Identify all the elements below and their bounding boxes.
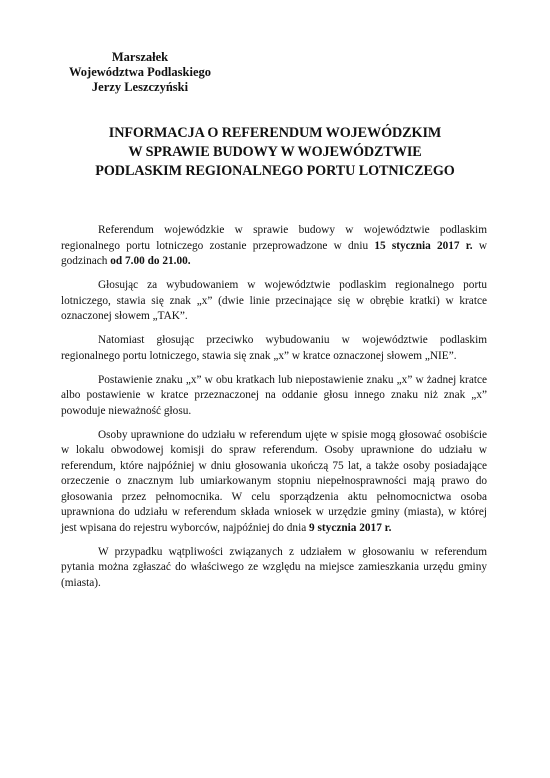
title-line-3: PODLASKIM REGIONALNEGO PORTU LOTNICZEGO <box>95 163 455 179</box>
proxy-deadline: 9 stycznia 2017 r. <box>309 521 392 534</box>
signature-title: Marszałek <box>111 50 169 64</box>
document-title <box>60 124 490 181</box>
voting-hours: od 7.00 do 21.00. <box>110 255 191 267</box>
signature-name: Jerzy Leszczyński <box>91 80 189 94</box>
paragraph-invalid-vote: Postawienie znaku „x” w obu kratkach lub niepostawienie znaku „x” w żadnej kratce albo postawienie w kratce przeznaczonej na oddanie głosu innego znaku niż znak „x” powoduje nieważność głosu. <box>61 373 487 417</box>
signature-block <box>60 50 220 95</box>
paragraph-text: Osoby uprawnione do udziału w referendum ujęte w spisie mogą głosować osobiście w lokalu obwodowej komisji do spraw referendum. Osoby uprawnione do udziału w referendum, które najpóźniej w dniu głosowania ukończą 75 lat, a także osoby posiadające orzeczenie o znacznym lub umiarkowanym stopniu niepełnosprawności mają prawo do głosowania przez pełnomocnika. W celu sporządzenia aktu pełnomocnictwa osoba uprawniona do udziału w referendum składa wniosek w urzędzie gminy (miasta), w której jest wpisana do rejestru wyborców, najpóźniej do dnia <box>61 428 487 534</box>
paragraph-text: Referendum wojewódzkie w sprawie budowy w województwie podlaskim regionalnego portu lotniczego zostanie przeprowadzone w dniu <box>61 224 487 252</box>
paragraph-vote-no: Natomiast głosując przeciwko wybudowaniu w województwie podlaskim regionalnego portu lotniczego, stawia się znak „x” w kratce oznaczonej słowem „NIE”. <box>61 334 487 362</box>
title-line-2: W SPRAWIE BUDOWY W WOJEWÓDZTWIE <box>128 144 422 160</box>
paragraph-vote-yes: Głosując za wybudowaniem w województwie podlaskim regionalnego portu lotniczego, stawia się znak „x” (dwie linie przecinające się w obrębie kratki) w kratce oznaczonej słowem „TAK”. <box>61 279 487 322</box>
paragraph-text: w godzinach <box>61 239 488 267</box>
paragraph-proxy-voting <box>61 428 487 537</box>
paragraph-questions: W przypadku wątpliwości związanych z udziałem w głosowaniu w referendum pytania można zgłaszać do właściwego ze względu na miejsce zamieszkania urzędu gminy (miasta). <box>61 545 487 589</box>
referendum-date: 15 stycznia 2017 r. <box>374 239 473 252</box>
document-body <box>61 223 487 600</box>
paragraph-referendum-date <box>61 223 487 270</box>
title-line-1: INFORMACJA O REFERENDUM WOJEWÓDZKIM <box>108 125 442 141</box>
signature-office: Województwa Podlaskiego <box>68 65 211 79</box>
